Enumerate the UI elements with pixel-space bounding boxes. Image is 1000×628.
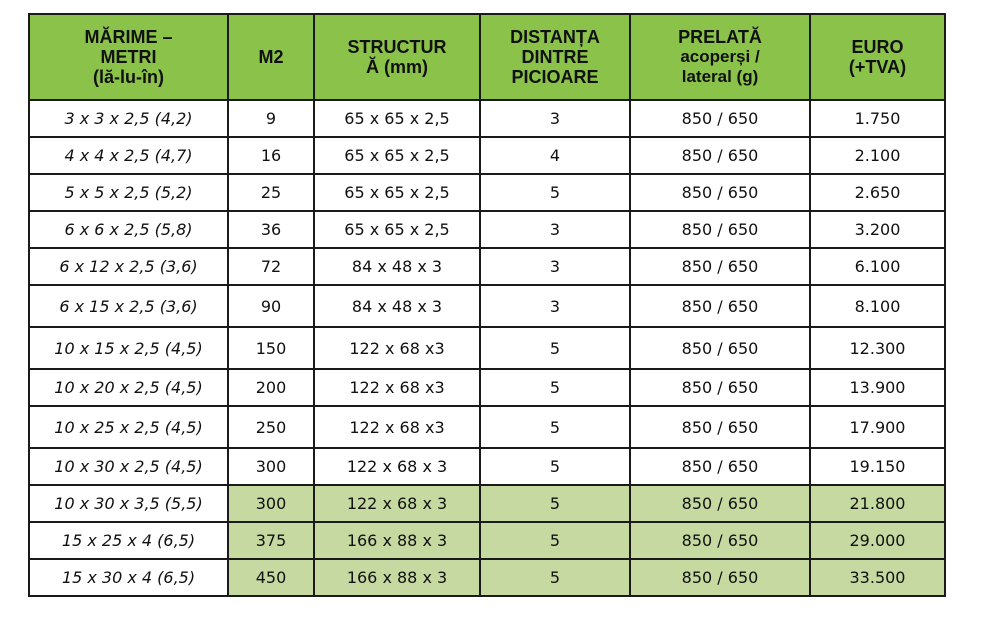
table-row [29,448,945,485]
cell-structure: 65 x 65 x 2,5 [314,211,480,248]
cell-euro: 21.800 [810,485,945,522]
cell-structure: 84 x 48 x 3 [314,248,480,285]
cell-m2: 9 [228,100,314,137]
cell-tarp: 850 / 650 [630,327,810,369]
cell-m2: 25 [228,174,314,211]
cell-size: 10 x 30 x 2,5 (4,5) [29,448,228,485]
cell-size: 4 x 4 x 2,5 (4,7) [29,137,228,174]
table-row [29,369,945,406]
cell-tarp: 850 / 650 [630,406,810,448]
cell-m2: 90 [228,285,314,327]
cell-m2: 150 [228,327,314,369]
cell-tarp: 850 / 650 [630,137,810,174]
cell-size: 3 x 3 x 2,5 (4,2) [29,100,228,137]
cell-distance: 3 [480,211,630,248]
cell-structure: 166 x 88 x 3 [314,522,480,559]
cell-size: 15 x 25 x 4 (6,5) [29,522,228,559]
cell-m2: 36 [228,211,314,248]
cell-structure: 84 x 48 x 3 [314,285,480,327]
cell-size: 6 x 12 x 2,5 (3,6) [29,248,228,285]
cell-size: 10 x 30 x 3,5 (5,5) [29,485,228,522]
cell-euro: 2.100 [810,137,945,174]
cell-distance: 3 [480,100,630,137]
cell-distance: 5 [480,327,630,369]
cell-size: 15 x 30 x 4 (6,5) [29,559,228,596]
cell-euro: 29.000 [810,522,945,559]
header-m2: M2 [228,14,314,100]
table-row [29,248,945,285]
table-row [29,137,945,174]
cell-m2: 450 [228,559,314,596]
cell-m2: 200 [228,369,314,406]
cell-tarp: 850 / 650 [630,559,810,596]
cell-distance: 5 [480,448,630,485]
cell-size: 10 x 25 x 2,5 (4,5) [29,406,228,448]
cell-structure: 65 x 65 x 2,5 [314,174,480,211]
cell-tarp: 850 / 650 [630,211,810,248]
cell-structure: 65 x 65 x 2,5 [314,100,480,137]
cell-distance: 3 [480,285,630,327]
cell-distance: 5 [480,406,630,448]
cell-euro: 6.100 [810,248,945,285]
cell-structure: 65 x 65 x 2,5 [314,137,480,174]
cell-structure: 122 x 68 x3 [314,327,480,369]
table-row [29,285,945,327]
cell-euro: 2.650 [810,174,945,211]
cell-size: 5 x 5 x 2,5 (5,2) [29,174,228,211]
cell-euro: 3.200 [810,211,945,248]
cell-euro: 12.300 [810,327,945,369]
table-body [29,100,945,596]
header-tarp: PRELATĂ acoperși / lateral (g) [630,14,810,100]
cell-structure: 122 x 68 x3 [314,406,480,448]
cell-distance: 3 [480,248,630,285]
cell-tarp: 850 / 650 [630,522,810,559]
cell-tarp: 850 / 650 [630,100,810,137]
cell-euro: 17.900 [810,406,945,448]
cell-distance: 5 [480,559,630,596]
cell-structure: 166 x 88 x 3 [314,559,480,596]
table-row [29,100,945,137]
header-euro: EURO (+TVA) [810,14,945,100]
cell-tarp: 850 / 650 [630,174,810,211]
cell-distance: 5 [480,174,630,211]
table-row [29,327,945,369]
table-row [29,485,945,522]
cell-size: 6 x 15 x 2,5 (3,6) [29,285,228,327]
cell-m2: 16 [228,137,314,174]
cell-size: 10 x 20 x 2,5 (4,5) [29,369,228,406]
cell-size: 6 x 6 x 2,5 (5,8) [29,211,228,248]
header-structure: STRUCTUR Ă (mm) [314,14,480,100]
cell-distance: 5 [480,369,630,406]
cell-structure: 122 x 68 x3 [314,369,480,406]
table-row [29,522,945,559]
cell-structure: 122 x 68 x 3 [314,485,480,522]
cell-m2: 72 [228,248,314,285]
cell-euro: 19.150 [810,448,945,485]
cell-distance: 5 [480,522,630,559]
cell-euro: 33.500 [810,559,945,596]
cell-tarp: 850 / 650 [630,485,810,522]
header-row [29,14,945,100]
table-row [29,559,945,596]
cell-size: 10 x 15 x 2,5 (4,5) [29,327,228,369]
cell-m2: 250 [228,406,314,448]
cell-tarp: 850 / 650 [630,448,810,485]
cell-euro: 8.100 [810,285,945,327]
cell-m2: 300 [228,448,314,485]
header-size: MĂRIME – METRI (lă-lu-în) [29,14,228,100]
cell-structure: 122 x 68 x 3 [314,448,480,485]
table-row [29,406,945,448]
cell-distance: 4 [480,137,630,174]
table-row [29,174,945,211]
price-table [28,13,946,597]
cell-tarp: 850 / 650 [630,369,810,406]
cell-distance: 5 [480,485,630,522]
cell-euro: 13.900 [810,369,945,406]
header-distance: DISTANȚA DINTRE PICIOARE [480,14,630,100]
cell-m2: 375 [228,522,314,559]
cell-euro: 1.750 [810,100,945,137]
table-row [29,211,945,248]
cell-tarp: 850 / 650 [630,248,810,285]
cell-tarp: 850 / 650 [630,285,810,327]
cell-m2: 300 [228,485,314,522]
